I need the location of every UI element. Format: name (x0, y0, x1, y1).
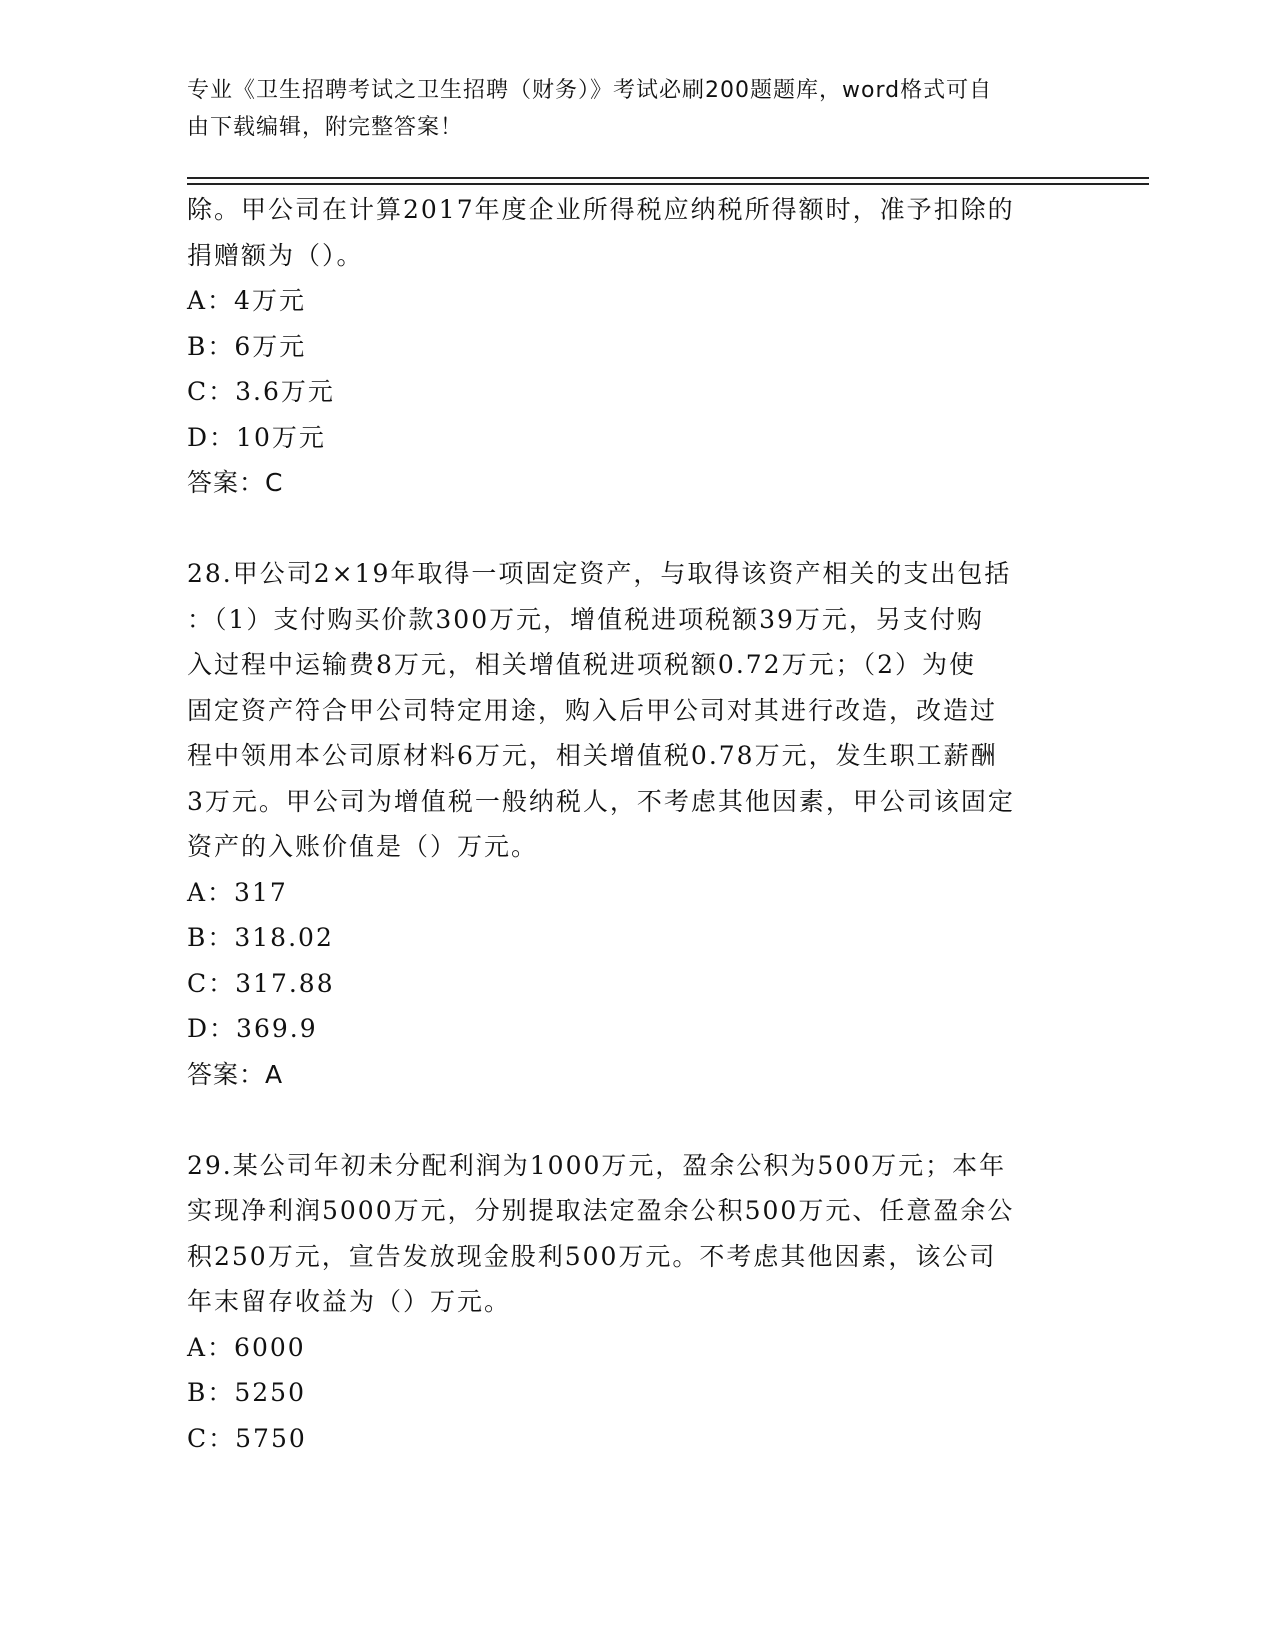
option-d: D：10万元 (187, 422, 326, 452)
question-text-line: 实现净利润5000万元，分别提取法定盈余公积500万元、任意盈余公 (187, 1196, 1015, 1225)
option-b: B：5250 (187, 1378, 306, 1407)
option-c: C：3.6万元 (187, 377, 335, 406)
option-b: B：6万元 (187, 331, 307, 361)
option-b: B：318.02 (187, 923, 334, 952)
question-text-line: 3万元。甲公司为增值税一般纳税人，不考虑其他因素，甲公司该固定 (187, 786, 1015, 816)
question-text-line: 程中领用本公司原材料6万元，相关增值税0.78万元，发生职工薪酬 (187, 741, 998, 770)
option-a: A：6000 (187, 1332, 306, 1362)
question-text-line: 年末留存收益为（）万元。 (187, 1287, 512, 1316)
header-line-2: 由下载编辑，附完整答案！ (187, 115, 464, 140)
answer: 答案：C (187, 468, 284, 497)
question-27 (187, 187, 1087, 506)
question-text-line: 29.某公司年初未分配利润为1000万元，盈余公积为500万元；本年 (187, 1150, 1007, 1180)
header-rule-bottom (187, 183, 1149, 185)
question-text-line: 28.甲公司2×19年取得一项固定资产，与取得该资产相关的支出包括 (187, 559, 1012, 588)
option-a: A：317 (187, 877, 288, 907)
option-d: D：369.9 (187, 1014, 318, 1043)
question-text-line: 捐赠额为（）。 (187, 240, 364, 270)
document-body (187, 187, 1087, 1461)
question-28 (187, 551, 1087, 1097)
question-text-line: 资产的入账价值是（）万元。 (187, 832, 539, 861)
question-29 (187, 1143, 1087, 1462)
page-header (187, 72, 1067, 146)
spacer (187, 506, 1087, 552)
answer: 答案：A (187, 1059, 284, 1089)
option-a: A：4万元 (187, 286, 306, 315)
spacer (187, 1097, 1087, 1143)
header-line-1: 专业《卫生招聘考试之卫生招聘（财务）》考试必刷200题题库，word格式可自 (187, 78, 993, 103)
question-text-line: ：（1）支付购买价款300万元，增值税进项税额39万元，另支付购 (187, 604, 984, 634)
question-text-line: 除。甲公司在计算2017年度企业所得税应纳税所得额时，准予扣除的 (187, 195, 1015, 224)
option-c: C：317.88 (187, 968, 335, 998)
option-c: C：5750 (187, 1423, 307, 1453)
question-text-line: 入过程中运输费8万元，相关增值税进项税额0.72万元；（2）为使 (187, 650, 976, 679)
header-rule-top (187, 177, 1149, 179)
question-text-line: 积250万元，宣告发放现金股利500万元。不考虑其他因素，该公司 (187, 1241, 997, 1271)
question-text-line: 固定资产符合甲公司特定用途，购入后甲公司对其进行改造，改造过 (187, 695, 998, 725)
